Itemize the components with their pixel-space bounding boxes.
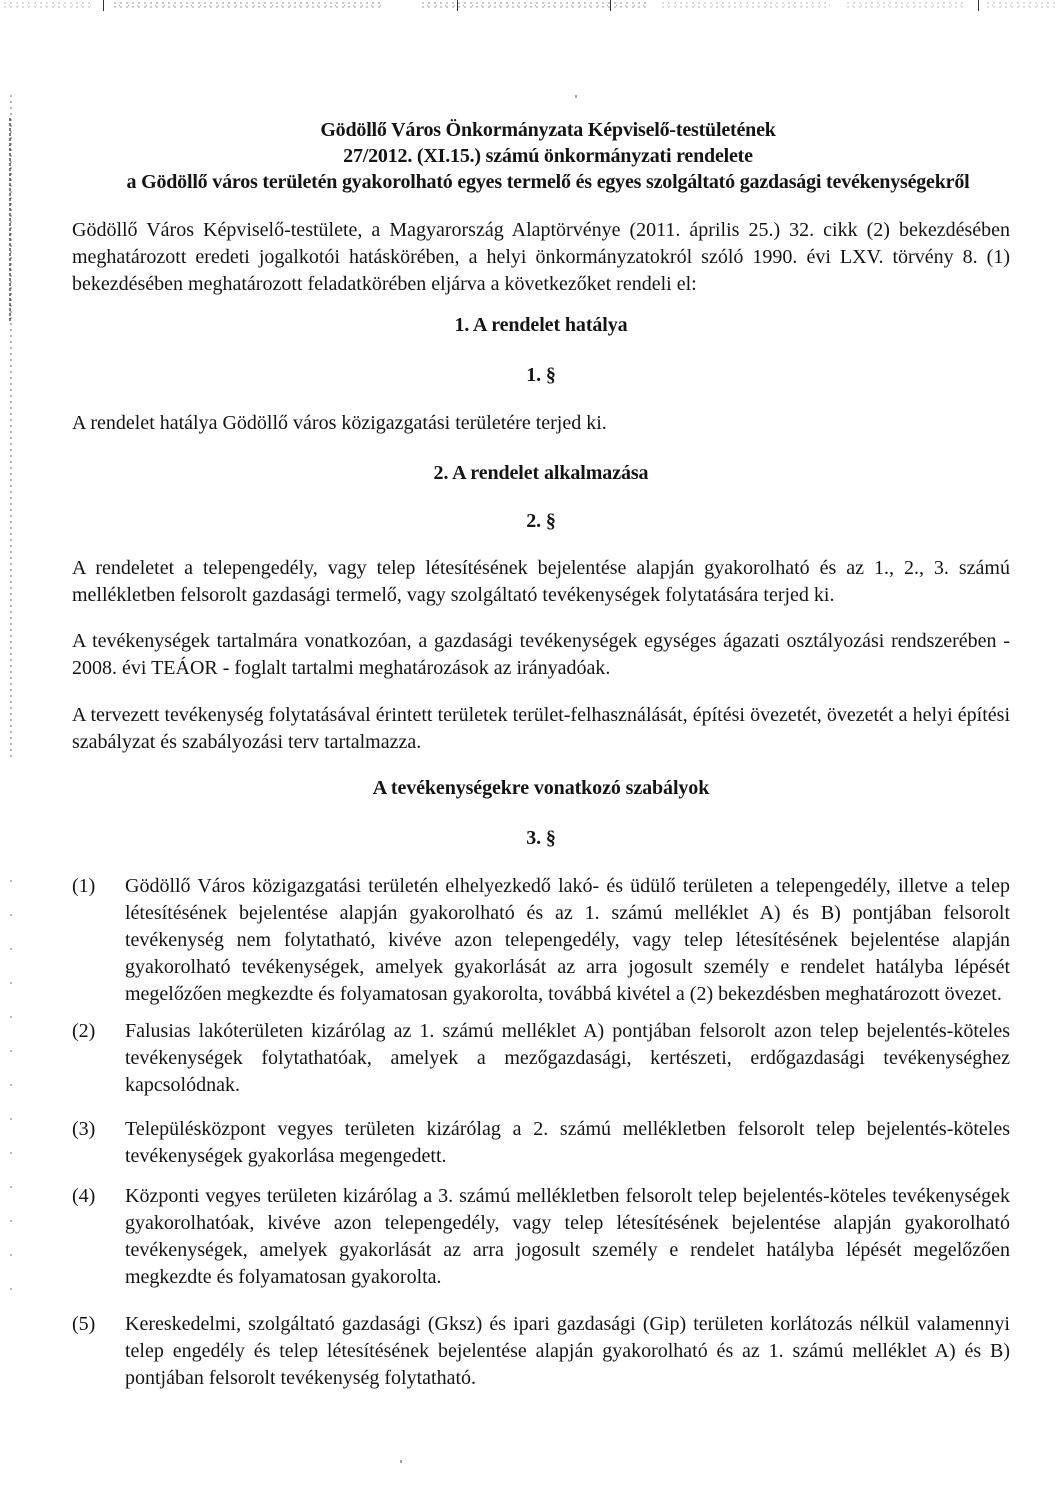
preamble-paragraph: Gödöllő Város Képviselő-testülete, a Magyarország Alaptörvénye (2011. április 25.) 32. cikk (2) bekezdésében meghatározott eredeti jogalkotói hatáskörében, a helyi önkormányzatokról szóló 1990. évi LXV. törvény 8. (1) bekezdésében meghatározott feladatkörében eljárva a következőket rendeli el: xyxy=(72,219,1010,295)
list-item-number: (5) xyxy=(72,1313,96,1335)
section-1-body: A rendelet hatálya Gödöllő város közigazgatási területére terjed ki. xyxy=(72,412,607,434)
list-item xyxy=(72,1018,1010,1099)
section-3-heading: A tevékenységekre vonatkozó szabályok xyxy=(372,777,710,799)
list-item-text: Kereskedelmi, szolgáltató gazdasági (Gksz) és ipari gazdasági (Gip) területen korlátozás nélkül valamennyi telep engedély és telep létesítésének bejelentése alapján gyakorolható és az 1. számú melléklet A) és B) pontjában felsorolt tevékenység folytatható. xyxy=(125,1313,1010,1389)
section-1-heading: 1. A rendelet hatálya xyxy=(454,314,628,336)
document-title xyxy=(60,117,1036,195)
title-line-2: 27/2012. (XI.15.) számú önkormányzati rendelete xyxy=(343,145,753,167)
scan-speck xyxy=(400,1460,402,1463)
list-item-text: Központi vegyes területen kizárólag a 3. számú mellékletben felsorolt telep bejelentés-köteles tevékenységek gyakorolhatóak, kivéve azon telepengedély, vagy telep létesítésének bejelentése alapján gyakorolható tevékenységek, amelyek gyakorlását az arra jogosult személy e rendelet hatályba lépését megelőzően megkezdte és folyamatosan gyakorolta. xyxy=(125,1185,1010,1288)
section-2-paragraph: A tevékenységek tartalmára vonatkozóan, a gazdasági tevékenységek egységes ágazati osztályozási rendszerében - 2008. évi TEÁOR - foglalt tartalmi meghatározások az irányadóak. xyxy=(72,630,1010,679)
title-line-3: a Gödöllő város területén gyakorolható egyes termelő és egyes szolgáltató gazdasági tevékenységekről xyxy=(126,171,970,193)
list-item-text: Településközpont vegyes területen kizárólag a 2. számú mellékletben felsorolt telep bejelentés-köteles tevékenységek gyakorlása megengedett. xyxy=(125,1118,1010,1167)
section-1-paragraph-mark: 1. § xyxy=(526,364,556,386)
section-2-paragraph: A tervezett tevékenység folytatásával érintett területek terület-felhasználását, építési övezetét, övezetét a helyi építési szabályzat és szabályozási terv tartalmazza. xyxy=(72,704,1010,753)
list-item xyxy=(72,1183,1010,1291)
list-item-number: (3) xyxy=(72,1118,96,1140)
list-item xyxy=(72,1116,1010,1170)
list-item xyxy=(72,1311,1010,1392)
list-item xyxy=(72,873,1010,1008)
section-3-paragraph-mark: 3. § xyxy=(526,827,556,849)
list-item-number: (1) xyxy=(72,875,96,897)
list-item-text: Falusias lakóterületen kizárólag az 1. számú melléklet A) pontjában felsorolt azon telep bejelentés-köteles tevékenységek folytathatóak, amelyek a mezőgazdasági, kertészeti, erdőgazdasági tevékenységhez kapcsolódnak. xyxy=(125,1020,1010,1096)
title-line-1: Gödöllő Város Önkormányzata Képviselő-testületének xyxy=(320,119,776,141)
section-2-heading: 2. A rendelet alkalmazása xyxy=(433,462,649,484)
list-item-number: (2) xyxy=(72,1020,96,1042)
list-item-text: Gödöllő Város közigazgatási területén elhelyezkedő lakó- és üdülő területen a telepengedély, illetve a telep létesítésének bejelentése alapján gyakorolható és az 1. számú melléklet A) és B) pontjában felsorolt tevékenység nem folytatható, kivéve azon telepengedély, vagy telep létesítésének bejelentése alapján gyakorolható tevékenységek, amelyek gyakorlását az arra jogosult személy e rendelet hatályba lépését megelőzően megkezdte és folyamatosan gyakorolta, továbbá kivétel a (2) bekezdésben meghatározott övezet. xyxy=(125,875,1010,1005)
section-2-paragraph: A rendeletet a telepengedély, vagy telep létesítésének bejelentése alapján gyakorolható és az 1., 2., 3. számú mellékletben felsorolt gazdasági termelő, vagy szolgáltató tevékenységek folytatására terjed ki. xyxy=(72,557,1010,606)
section-2-paragraph-mark: 2. § xyxy=(526,510,556,532)
list-item-number: (4) xyxy=(72,1185,96,1207)
